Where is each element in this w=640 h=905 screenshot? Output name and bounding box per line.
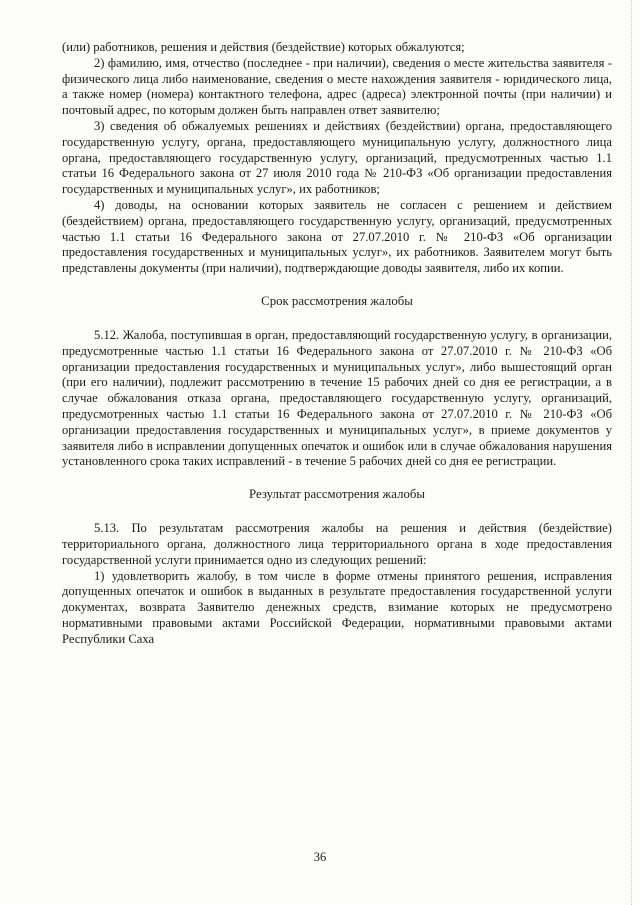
paragraph-item-4: 4) доводы, на основании которых заявитель не согласен с решением и действием (бездействием) органа, предоставляющего государственную услугу, организаций, предусмотренных частью 1.1 статьи 16 Федерального закона от 27.07.2010 г. № 210-ФЗ «Об организации предоставления государственных и муниципальных услуг», их работников. Заявителем могут быть представлены документы (при наличии), подтверждающие доводы заявителя, либо их копии. [62,197,612,276]
paragraph-5-12: 5.12. Жалоба, поступившая в орган, предоставляющий государственную услугу, в организации, предусмотренные частью 1.1 статьи 16 Федерального закона от 27.07.2010 г. № 210-ФЗ «Об организации предоставления государственных и муниципальных услуг», либо вышестоящий орган (при его наличии), подлежит рассмотрению в течение 15 рабочих дней со дня ее регистрации, а в случае обжалования отказа органа, предоставляющего государственную услугу, организаций, предусмотренных частью 1.1 статьи 16 Федерального закона от 27.07.2010 г. № 210-ФЗ «Об организации предоставления государственных и муниципальных услуг», в приеме документов у заявителя либо в исправлении допущенных опечаток и ошибок или в случае обжалования нарушения установленного срока таких исправлений - в течение 5 рабочих дней со дня ее регистрации. [62,327,612,469]
paragraph-continuation: (или) работников, решения и действия (бездействие) которых обжалуются; [62,40,465,54]
scan-edge-line [630,0,632,905]
document-page [62,40,612,885]
paragraph-item-3: 3) сведения об обжалуемых решениях и действиях (бездействии) органа, предоставляющего государственную услугу, органа, предоставляющего муниципальную услугу, должностного лица органа, предоставляющего государственную услугу, организаций, предусмотренных частью 1.1 статьи 16 Федерального закона от 27 июля 2010 года № 210-ФЗ «Об организации предоставления государственных и муниципальных услуг», их работников; [62,118,612,197]
section-heading-review-term: Срок рассмотрения жалобы [261,293,413,308]
paragraph-item-2: 2) фамилию, имя, отчество (последнее - при наличии), сведения о месте жительства заявителя - физического лица либо наименование, сведения о месте нахождения заявителя - юридического лица, а также номер (номера) контактного телефона, адрес (адреса) электронной почты (при наличии) и почтовый адрес, по которым должен быть направлен ответ заявителю; [62,55,612,118]
page-number: 36 [313,850,327,864]
paragraph-5-13: 5.13. По результатам рассмотрения жалобы на решения и действия (бездействие) территориального органа, должностного лица территориального органа в ходе предоставления государственной услуги принимается одно из следующих решений: [62,521,612,567]
section-heading-review-result: Результат рассмотрения жалобы [249,487,425,502]
paragraph-decision-1: 1) удовлетворить жалобу, в том числе в форме отмены принятого решения, исправления допущенных опечаток и ошибок в выданных в результате предоставления государственной услуги документах, возврата Заявителю денежных средств, взимание которых не предусмотрено нормативными правовыми актами Российской Федерации, нормативными правовыми актами Республики Саха [62,568,612,646]
